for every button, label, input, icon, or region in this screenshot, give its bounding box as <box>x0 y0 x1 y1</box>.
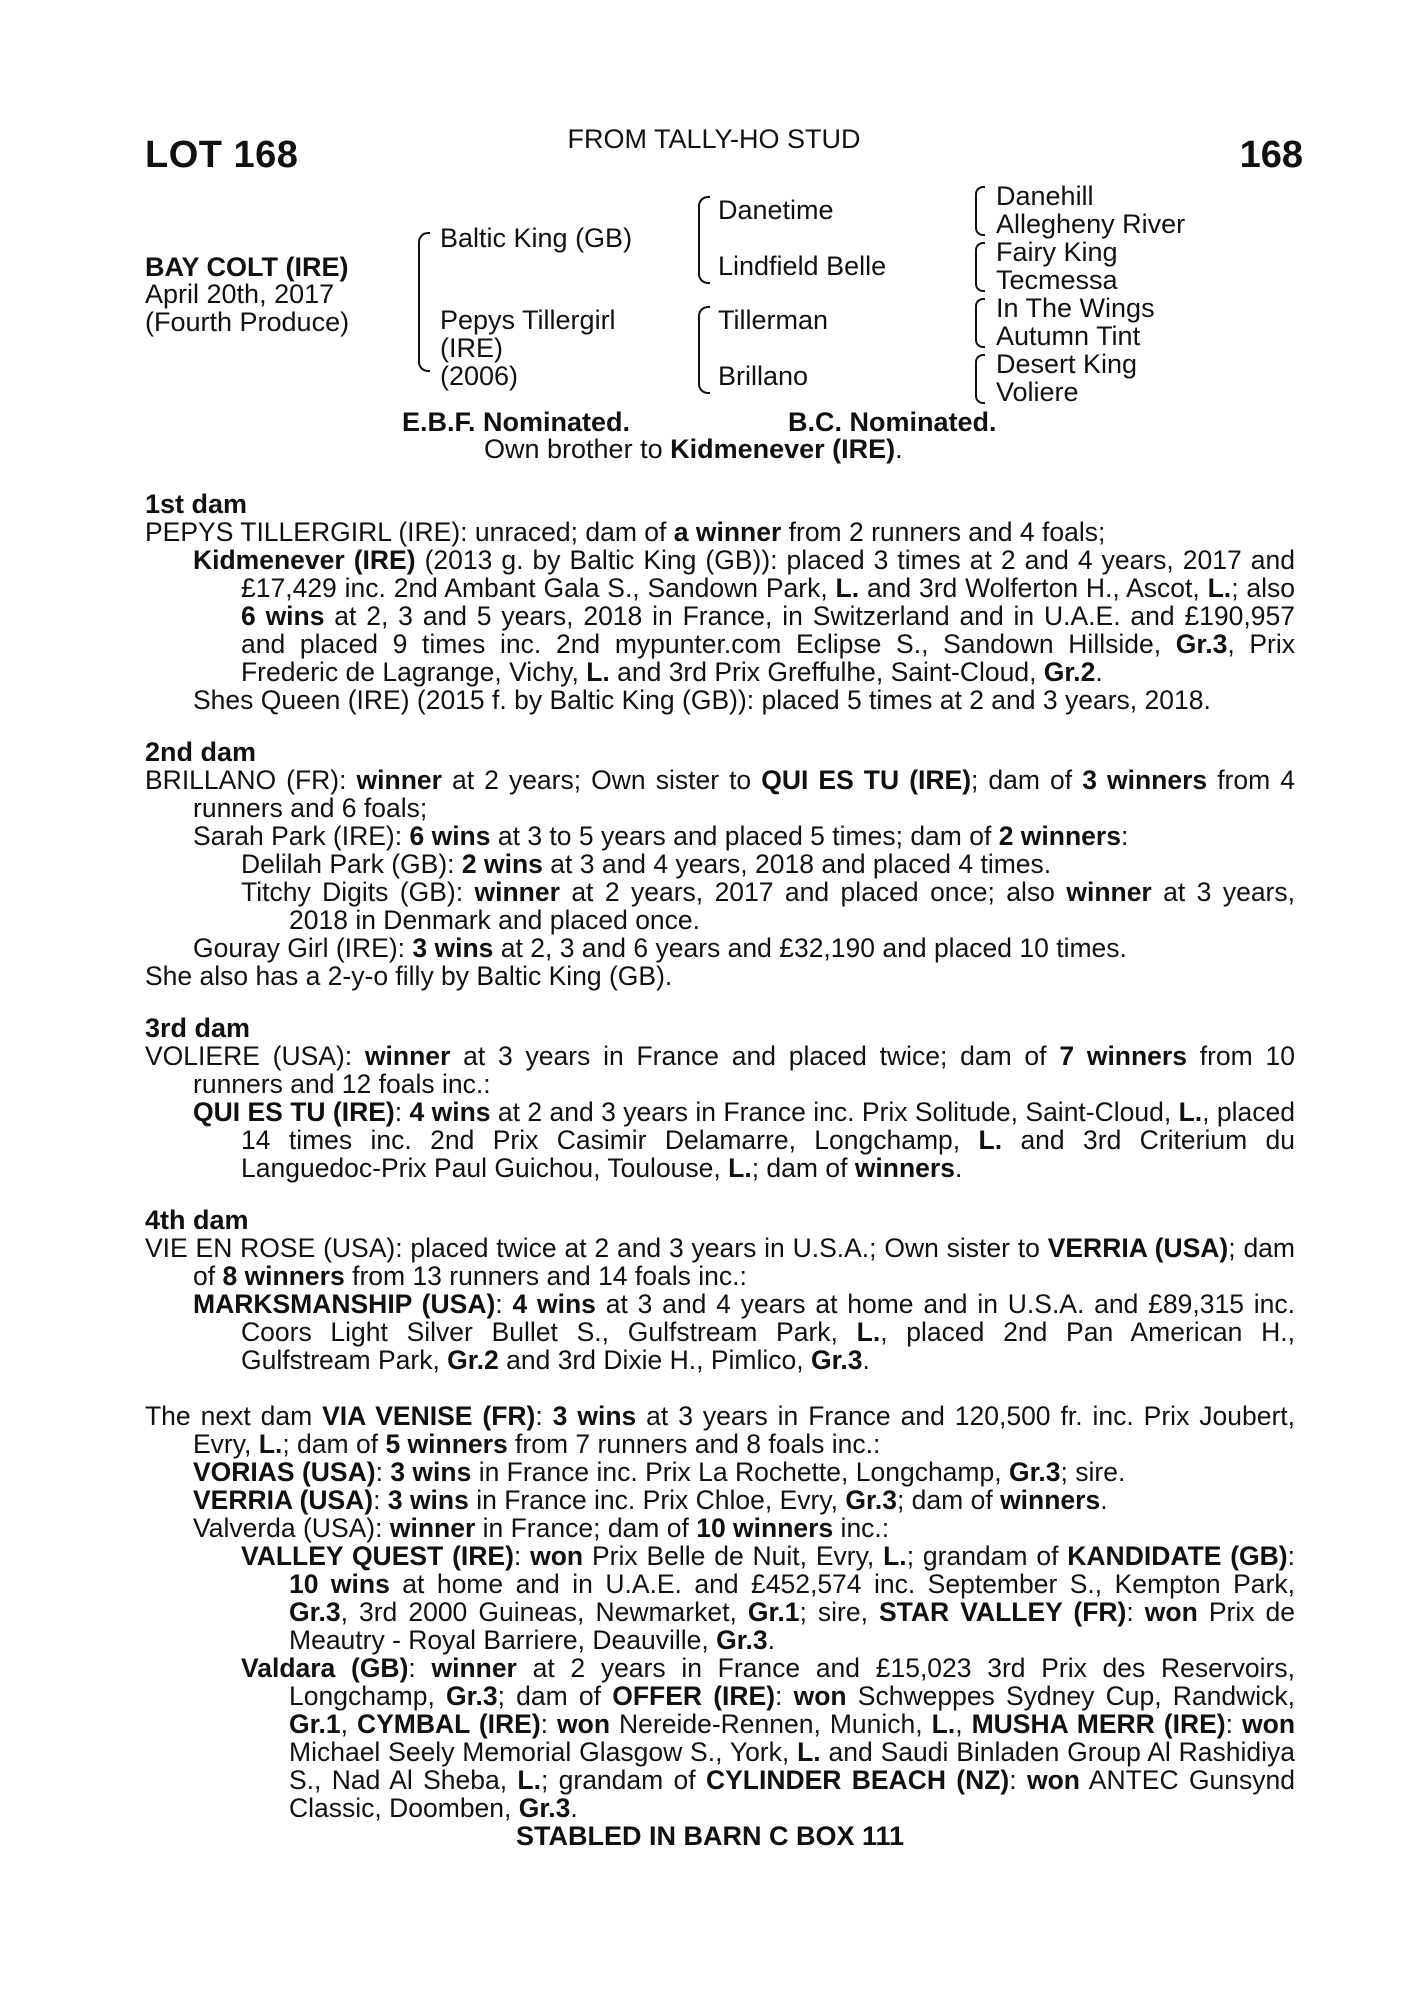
dam2-progeny-sarah-park: Sarah Park (IRE): 6 wins at 3 to 5 years and placed 5 times; dam of 2 winners: <box>193 821 1129 851</box>
dam4-title: 4th dam <box>145 1205 249 1235</box>
next-dam-grandprogeny-valley-quest: VALLEY QUEST (IRE): won Prix Belle de Nuit, Evry, L.; grandam of KANDIDATE (GB): 10 wins at home and in U.A.E. and £452,574 inc. September S., Kempton Park, Gr.3, 3rd 2000 Guineas, Newmarket, Gr.1; sire, STAR VALLEY (FR): won Prix de Meautry - Royal Barriere, Deauville, Gr.3. <box>241 1541 1295 1655</box>
own-brother-line <box>484 435 903 463</box>
dam3-entry: VOLIERE (USA): winner at 3 years in France and placed twice; dam of 7 winners from 10 runners and 12 foals inc.: <box>145 1041 1295 1099</box>
pedigree-brace-dam <box>698 306 710 394</box>
own-brother-suffix: . <box>895 434 903 464</box>
dam4-entry: VIE EN ROSE (USA): placed twice at 2 and 3 years in U.S.A.; Own sister to VERRIA (USA); dam of 8 winners from 13 runners and 14 foals inc.: <box>145 1233 1295 1291</box>
dam2-grandprogeny-titchy-digits: Titchy Digits (GB): winner at 2 years, 2017 and placed once; also winner at 3 years, 2018 in Denmark and placed once. <box>241 877 1295 935</box>
pedigree-dam-line1: Pepys Tillergirl <box>440 305 616 335</box>
lot-number: 168 <box>1239 134 1303 176</box>
dam2-title: 2nd dam <box>145 737 257 767</box>
pedigree-sds: Fairy King <box>996 237 1118 267</box>
horse-name: BAY COLT (IRE) <box>145 252 349 282</box>
dam3-progeny-qui-es-tu: QUI ES TU (IRE): 4 wins at 2 and 3 years in France inc. Prix Solitude, Saint-Cloud, L., placed 14 times inc. 2nd Prix Casimir Delamarre, Longchamp, L. and 3rd Criterium du Languedoc-Prix Paul Guichou, Toulouse, L.; dam of winners. <box>193 1097 1295 1183</box>
next-dam-progeny-valverda: Valverda (USA): winner in France; dam of 10 winners inc.: <box>193 1513 890 1543</box>
pedigree-dam-line2: (IRE) <box>440 333 503 363</box>
catalogue-body <box>145 470 1295 1850</box>
pedigree-ds: Tillerman <box>718 305 829 335</box>
next-dam-progeny-verria: VERRIA (USA): 3 wins in France inc. Prix Chloe, Evry, Gr.3; dam of winners. <box>193 1485 1108 1515</box>
pedigree-dd: Brillano <box>718 361 809 391</box>
dam2-grandprogeny-delilah-park: Delilah Park (GB): 2 wins at 3 and 4 years, 2018 and placed 4 times. <box>241 849 1052 879</box>
pedigree-dds: Desert King <box>996 349 1138 379</box>
dam4-progeny-marksmanship: MARKSMANSHIP (USA): 4 wins at 3 and 4 years at home and in U.S.A. and £89,315 inc. Coors Light Silver Bullet S., Gulfstream Park, L., placed 2nd Pan American H., Gulfstream Park, Gr.2 and 3rd Dixie H., Pimlico, Gr.3. <box>193 1289 1295 1375</box>
pedigree-brace-dd <box>975 354 985 404</box>
pedigree-sss: Danehill <box>996 181 1094 211</box>
dam3-title: 3rd dam <box>145 1013 251 1043</box>
next-dam-grandprogeny-valdara: Valdara (GB): winner at 2 years in France and £15,023 3rd Prix des Reservoirs, Longchamp, Gr.3; dam of OFFER (IRE): won Schweppes Sydney Cup, Randwick, Gr.1, CYMBAL (IRE): won Nereide-Rennen, Munich, L., MUSHA MERR (IRE): won Michael Seely Memorial Glasgow S., York, L. and Saudi Binladen Group Al Rashidiya S., Nad Al Sheba, L.; grandam of CYLINDER BEACH (NZ): won ANTEC Gunsynd Classic, Doomben, Gr.3. <box>241 1653 1296 1823</box>
pedigree-sdd: Tecmessa <box>996 265 1118 295</box>
own-brother-name: Kidmenever (IRE) <box>670 434 896 464</box>
dam1-progeny-shes-queen: Shes Queen (IRE) (2015 f. by Baltic King (GB)): placed 5 times at 2 and 3 years, 2018. <box>193 685 1211 715</box>
pedigree-sd: Lindfield Belle <box>718 251 887 281</box>
pedigree-ddd: Voliere <box>996 377 1079 407</box>
next-dam-progeny-vorias: VORIAS (USA): 3 wins in France inc. Prix La Rochette, Longchamp, Gr.3; sire. <box>193 1457 1126 1487</box>
ebf-nominated: E.B.F. Nominated. <box>402 407 631 437</box>
dam2-entry: BRILLANO (FR): winner at 2 years; Own sister to QUI ES TU (IRE); dam of 3 winners from 4 runners and 6 foals; <box>145 765 1295 823</box>
pedigree-dsd: Autumn Tint <box>996 321 1141 351</box>
pedigree-brace-sire <box>698 196 710 284</box>
dam1-entry: PEPYS TILLERGIRL (IRE): unraced; dam of a winner from 2 runners and 4 foals; <box>145 517 1106 547</box>
dam1-progeny-kidmenever: Kidmenever (IRE) (2013 g. by Baltic King (GB)): placed 3 times at 2 and 4 years, 2017 and £17,429 inc. 2nd Ambant Gala S., Sandown Park, L. and 3rd Wolferton H., Ascot, L.; also 6 wins at 2, 3 and 5 years, 2018 in France, in Switzerland and in U.A.E. and £190,957 and placed 9 times inc. 2nd mypunter.com Eclipse S., Sandown Hillside, Gr.3, Prix Frederic de Lagrange, Vichy, L. and 3rd Prix Greffulhe, Saint-Cloud, Gr.2. <box>193 545 1296 687</box>
next-dam-entry: The next dam VIA VENISE (FR): 3 wins at 3 years in France and 120,500 fr. inc. Prix Joubert, Evry, L.; dam of 5 winners from 7 runners and 8 foals inc.: <box>145 1401 1296 1459</box>
consignor-label: FROM TALLY-HO STUD <box>567 124 861 154</box>
pedigree-ssd: Allegheny River <box>996 209 1186 239</box>
pedigree-brace-sd <box>975 242 985 292</box>
pedigree-ss: Danetime <box>718 195 834 225</box>
pedigree-dss: In The Wings <box>996 293 1155 323</box>
dam1-title: 1st dam <box>145 489 248 519</box>
stabled-location: STABLED IN BARN C BOX 111 <box>515 1821 905 1851</box>
bc-nominated: B.C. Nominated. <box>788 407 997 437</box>
pedigree-sire: Baltic King (GB) <box>440 223 633 253</box>
pedigree-brace-gen1 <box>418 232 430 372</box>
own-brother-prefix: Own brother to <box>484 434 671 464</box>
dam2-note: She also has a 2-y-o filly by Baltic King (GB). <box>145 961 673 991</box>
lot-label: LOT 168 <box>145 134 299 176</box>
pedigree-brace-ss <box>975 186 985 236</box>
horse-foaled: April 20th, 2017 <box>145 279 335 309</box>
horse-produce: (Fourth Produce) <box>145 307 350 337</box>
pedigree-brace-ds <box>975 298 985 348</box>
pedigree-dam-line3: (2006) <box>440 361 519 391</box>
dam2-progeny-gouray-girl: Gouray Girl (IRE): 3 wins at 2, 3 and 6 years and £32,190 and placed 10 times. <box>193 933 1127 963</box>
